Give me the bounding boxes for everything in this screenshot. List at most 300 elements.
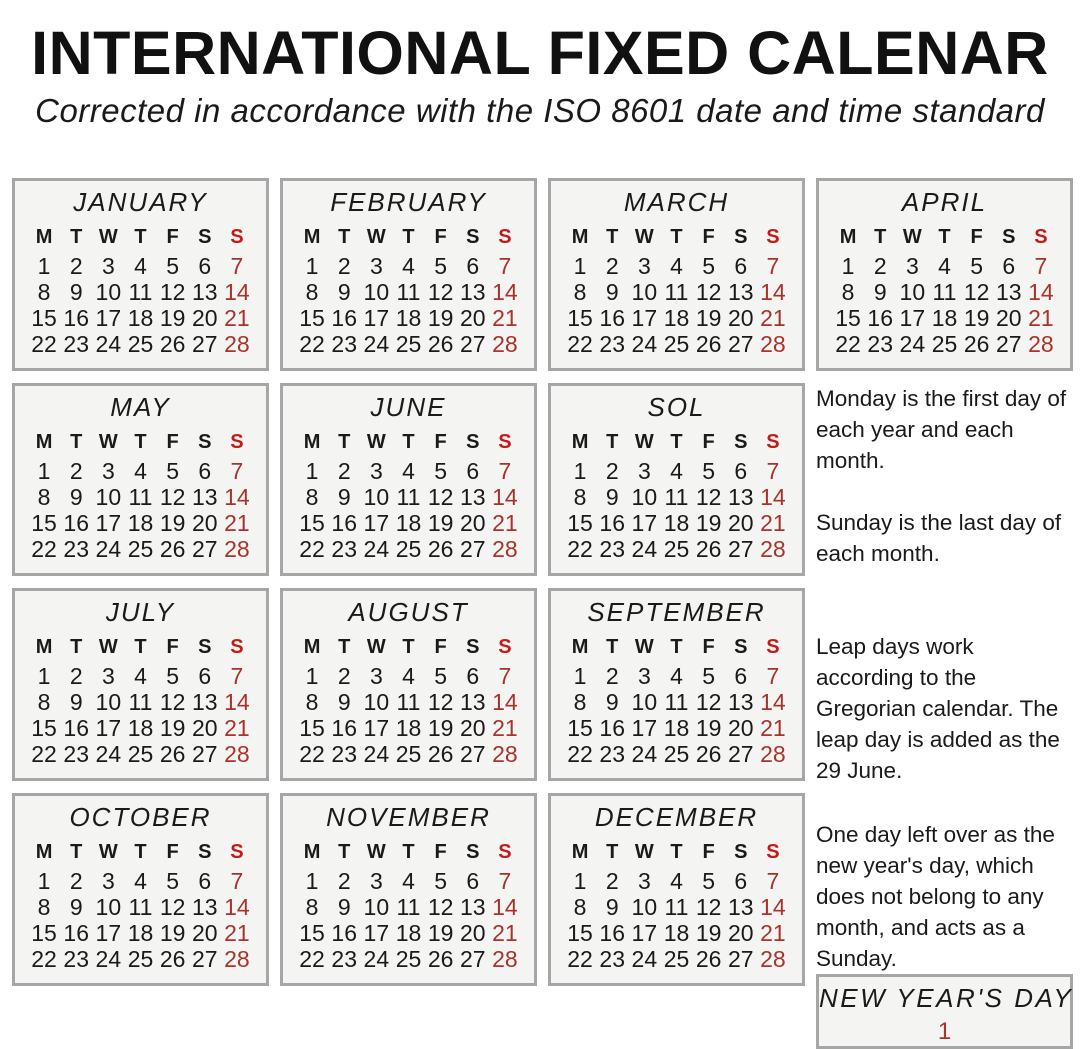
date-cell: 10 bbox=[631, 689, 658, 715]
day-header-cell: F bbox=[166, 226, 179, 248]
date-cell: 27 bbox=[191, 331, 218, 357]
date-cell: 3 bbox=[101, 868, 115, 894]
date-cell: 9 bbox=[337, 689, 351, 715]
date-cell: 9 bbox=[605, 484, 619, 510]
date-cell: 17 bbox=[631, 920, 658, 946]
date-cell: 28 bbox=[760, 536, 786, 562]
date-cell: 27 bbox=[727, 741, 754, 767]
date-cell: 11 bbox=[396, 484, 421, 510]
date-cell: 6 bbox=[734, 458, 748, 484]
day-header-cell: T bbox=[670, 636, 683, 658]
day-header-cell: T bbox=[606, 431, 619, 453]
date-cell: 28 bbox=[492, 946, 518, 972]
date-cell: 8 bbox=[37, 689, 51, 715]
date-cell: 22 bbox=[31, 536, 57, 562]
date-cell: 24 bbox=[95, 536, 122, 562]
date-cell: 8 bbox=[573, 279, 587, 305]
day-header-cell: F bbox=[434, 841, 447, 863]
day-header-cell: T bbox=[670, 226, 683, 248]
month-title: DECEMBER bbox=[594, 802, 759, 832]
date-cell: 9 bbox=[69, 279, 83, 305]
date-cell: 3 bbox=[637, 868, 651, 894]
date-cell: 5 bbox=[970, 253, 984, 279]
day-header-cell: T bbox=[606, 636, 619, 658]
date-cell: 2 bbox=[873, 253, 887, 279]
date-cell: 5 bbox=[702, 253, 716, 279]
day-header-cell: S bbox=[198, 226, 212, 248]
date-cell: 14 bbox=[224, 484, 250, 510]
date-cell: 19 bbox=[695, 920, 722, 946]
dates-grid bbox=[296, 253, 521, 357]
day-header-row bbox=[564, 840, 789, 864]
date-cell: 11 bbox=[396, 894, 421, 920]
day-header-row bbox=[28, 840, 253, 864]
date-cell: 4 bbox=[670, 458, 683, 484]
dates-grid bbox=[832, 253, 1057, 357]
date-cell: 19 bbox=[159, 305, 186, 331]
month-title: JANUARY bbox=[73, 187, 208, 217]
date-cell: 10 bbox=[363, 689, 390, 715]
date-cell: 4 bbox=[402, 868, 415, 894]
date-cell: 1 bbox=[573, 253, 587, 279]
date-cell: 16 bbox=[331, 715, 357, 741]
date-cell: 1 bbox=[37, 458, 51, 484]
date-cell: 8 bbox=[841, 279, 855, 305]
date-cell: 25 bbox=[395, 536, 422, 562]
day-header-cell: T bbox=[402, 226, 415, 248]
date-cell: 4 bbox=[670, 253, 683, 279]
date-cell: 21 bbox=[492, 715, 518, 741]
day-header-sunday: S bbox=[498, 636, 512, 658]
date-cell: 15 bbox=[567, 920, 593, 946]
date-cell: 17 bbox=[95, 920, 122, 946]
date-cell: 27 bbox=[459, 536, 486, 562]
date-cell: 16 bbox=[63, 510, 89, 536]
date-cell: 11 bbox=[128, 279, 153, 305]
day-header-cell: T bbox=[134, 431, 147, 453]
month-october bbox=[12, 793, 269, 986]
month-title: NOVEMBER bbox=[326, 802, 491, 832]
date-cell: 11 bbox=[128, 689, 153, 715]
date-cell: 16 bbox=[63, 920, 89, 946]
day-header-cell: T bbox=[338, 636, 351, 658]
day-header-cell: T bbox=[338, 841, 351, 863]
date-cell: 20 bbox=[727, 305, 754, 331]
date-cell: 25 bbox=[395, 331, 422, 357]
date-cell: 10 bbox=[631, 279, 658, 305]
note-day-left-over: One day left over as the new year's day, which does not belong to any month, and acts as a Sunday. bbox=[816, 822, 1055, 971]
day-header-cell: M bbox=[571, 431, 589, 453]
day-header-cell: T bbox=[338, 226, 351, 248]
date-cell: 5 bbox=[434, 253, 448, 279]
month-title: MARCH bbox=[623, 187, 730, 217]
day-header-cell: M bbox=[303, 431, 321, 453]
day-header-row bbox=[564, 635, 789, 659]
month-title: JUNE bbox=[370, 392, 447, 422]
dates-grid bbox=[564, 868, 789, 972]
date-cell: 21 bbox=[492, 920, 518, 946]
date-cell: 28 bbox=[760, 741, 786, 767]
date-cell: 10 bbox=[95, 484, 122, 510]
date-cell: 7 bbox=[230, 663, 244, 689]
date-cell: 24 bbox=[363, 331, 390, 357]
date-cell: 15 bbox=[299, 510, 325, 536]
date-cell: 25 bbox=[931, 331, 958, 357]
note-monday-first-day: Monday is the first day of each year and each month. bbox=[816, 386, 1067, 473]
date-cell: 27 bbox=[191, 946, 218, 972]
date-cell: 27 bbox=[727, 946, 754, 972]
date-cell: 28 bbox=[760, 331, 786, 357]
date-cell: 22 bbox=[567, 536, 593, 562]
date-cell: 23 bbox=[599, 536, 625, 562]
date-cell: 28 bbox=[492, 331, 518, 357]
month-march bbox=[548, 178, 805, 371]
day-header-row bbox=[28, 430, 253, 454]
date-cell: 8 bbox=[37, 484, 51, 510]
date-cell: 12 bbox=[695, 484, 722, 510]
date-cell: 1 bbox=[37, 868, 51, 894]
month-june bbox=[280, 383, 537, 576]
day-header-cell: S bbox=[734, 226, 748, 248]
day-header-cell: T bbox=[938, 226, 951, 248]
date-cell: 21 bbox=[760, 510, 786, 536]
day-header-cell: S bbox=[198, 636, 212, 658]
date-cell: 10 bbox=[95, 279, 122, 305]
date-cell: 6 bbox=[466, 458, 480, 484]
day-header-cell: M bbox=[35, 226, 53, 248]
day-header-sunday: S bbox=[498, 226, 512, 248]
date-cell: 19 bbox=[427, 305, 454, 331]
date-cell: 26 bbox=[427, 741, 454, 767]
date-cell: 7 bbox=[1034, 253, 1048, 279]
date-cell: 13 bbox=[727, 484, 754, 510]
date-cell: 20 bbox=[191, 920, 218, 946]
date-cell: 25 bbox=[395, 946, 422, 972]
date-cell: 10 bbox=[95, 894, 122, 920]
date-cell: 13 bbox=[459, 484, 486, 510]
month-december bbox=[548, 793, 805, 986]
date-cell: 18 bbox=[127, 510, 154, 536]
new-years-day-box bbox=[816, 974, 1073, 1049]
date-cell: 13 bbox=[459, 894, 486, 920]
day-header-row bbox=[564, 225, 789, 249]
date-cell: 5 bbox=[166, 458, 180, 484]
day-header-row bbox=[296, 635, 521, 659]
date-cell: 22 bbox=[567, 331, 593, 357]
date-cell: 12 bbox=[963, 279, 990, 305]
date-cell: 25 bbox=[127, 946, 154, 972]
date-cell: 3 bbox=[101, 458, 115, 484]
date-cell: 8 bbox=[305, 689, 319, 715]
date-cell: 17 bbox=[899, 305, 926, 331]
date-cell: 21 bbox=[760, 920, 786, 946]
date-cell: 21 bbox=[492, 510, 518, 536]
date-cell: 18 bbox=[395, 305, 422, 331]
date-cell: 12 bbox=[427, 894, 454, 920]
date-cell: 16 bbox=[63, 305, 89, 331]
date-cell: 19 bbox=[159, 715, 186, 741]
page-subtitle: Corrected in accordance with the ISO 8601 date and time standard bbox=[35, 92, 1045, 129]
date-cell: 25 bbox=[127, 331, 154, 357]
date-cell: 18 bbox=[395, 715, 422, 741]
day-header-cell: T bbox=[606, 226, 619, 248]
date-cell: 2 bbox=[337, 868, 351, 894]
date-cell: 5 bbox=[166, 663, 180, 689]
date-cell: 2 bbox=[605, 663, 619, 689]
day-header-cell: W bbox=[634, 431, 654, 453]
side-column bbox=[816, 383, 1074, 1045]
date-cell: 22 bbox=[299, 741, 325, 767]
date-cell: 20 bbox=[459, 305, 486, 331]
date-cell: 12 bbox=[695, 689, 722, 715]
date-cell: 17 bbox=[363, 305, 390, 331]
date-cell: 8 bbox=[37, 279, 51, 305]
date-cell: 2 bbox=[69, 868, 83, 894]
date-cell: 18 bbox=[127, 920, 154, 946]
date-cell: 17 bbox=[631, 715, 658, 741]
date-cell: 2 bbox=[605, 868, 619, 894]
date-cell: 14 bbox=[760, 689, 786, 715]
date-cell: 7 bbox=[498, 458, 512, 484]
date-cell: 6 bbox=[466, 663, 480, 689]
date-cell: 23 bbox=[63, 946, 89, 972]
date-cell: 7 bbox=[498, 868, 512, 894]
date-cell: 28 bbox=[224, 741, 250, 767]
day-header-cell: F bbox=[702, 431, 715, 453]
date-cell: 5 bbox=[702, 458, 716, 484]
month-title: FEBRUARY bbox=[330, 187, 487, 217]
date-cell: 12 bbox=[695, 894, 722, 920]
date-cell: 10 bbox=[363, 484, 390, 510]
day-header-cell: T bbox=[134, 226, 147, 248]
date-cell: 19 bbox=[159, 510, 186, 536]
month-title: JULY bbox=[105, 597, 176, 627]
date-cell: 4 bbox=[134, 458, 147, 484]
date-cell: 8 bbox=[573, 689, 587, 715]
date-cell: 13 bbox=[459, 279, 486, 305]
day-header-sunday: S bbox=[230, 226, 244, 248]
date-cell: 14 bbox=[1028, 279, 1054, 305]
day-header-sunday: S bbox=[230, 431, 244, 453]
date-cell: 21 bbox=[1028, 305, 1054, 331]
day-header-cell: M bbox=[571, 841, 589, 863]
date-cell: 24 bbox=[95, 331, 122, 357]
date-cell: 17 bbox=[631, 305, 658, 331]
date-cell: 17 bbox=[363, 715, 390, 741]
date-cell: 2 bbox=[337, 458, 351, 484]
date-cell: 16 bbox=[599, 920, 625, 946]
day-header-cell: T bbox=[70, 636, 83, 658]
day-header-cell: M bbox=[303, 636, 321, 658]
day-header-cell: W bbox=[98, 636, 118, 658]
month-september bbox=[548, 588, 805, 781]
date-cell: 28 bbox=[1028, 331, 1054, 357]
date-cell: 10 bbox=[631, 894, 658, 920]
date-cell: 22 bbox=[299, 331, 325, 357]
month-sol bbox=[548, 383, 805, 576]
date-cell: 22 bbox=[31, 331, 57, 357]
date-cell: 12 bbox=[159, 689, 186, 715]
date-cell: 21 bbox=[224, 715, 250, 741]
date-cell: 18 bbox=[663, 920, 690, 946]
date-cell: 28 bbox=[760, 946, 786, 972]
date-cell: 26 bbox=[427, 331, 454, 357]
date-cell: 7 bbox=[498, 663, 512, 689]
date-cell: 27 bbox=[191, 741, 218, 767]
day-header-cell: S bbox=[734, 841, 748, 863]
date-cell: 5 bbox=[434, 868, 448, 894]
date-cell: 1 bbox=[305, 253, 319, 279]
date-cell: 7 bbox=[766, 663, 780, 689]
date-cell: 4 bbox=[402, 253, 415, 279]
date-cell: 3 bbox=[637, 253, 651, 279]
date-cell: 24 bbox=[899, 331, 926, 357]
day-header-cell: T bbox=[70, 841, 83, 863]
date-cell: 6 bbox=[466, 253, 480, 279]
date-cell: 6 bbox=[466, 868, 480, 894]
month-title: SOL bbox=[647, 392, 706, 422]
date-cell: 9 bbox=[337, 894, 351, 920]
day-header-sunday: S bbox=[766, 841, 780, 863]
date-cell: 23 bbox=[63, 536, 89, 562]
date-cell: 22 bbox=[31, 741, 57, 767]
day-header-sunday: S bbox=[230, 841, 244, 863]
day-header-cell: F bbox=[970, 226, 983, 248]
date-cell: 28 bbox=[492, 536, 518, 562]
date-cell: 26 bbox=[695, 331, 722, 357]
date-cell: 2 bbox=[337, 663, 351, 689]
date-cell: 1 bbox=[573, 663, 587, 689]
date-cell: 15 bbox=[567, 510, 593, 536]
date-cell: 11 bbox=[932, 279, 957, 305]
day-header-cell: W bbox=[366, 431, 386, 453]
date-cell: 25 bbox=[127, 741, 154, 767]
date-cell: 26 bbox=[695, 536, 722, 562]
date-cell: 15 bbox=[299, 715, 325, 741]
date-cell: 19 bbox=[695, 510, 722, 536]
dates-grid bbox=[28, 458, 253, 562]
day-header-cell: F bbox=[166, 841, 179, 863]
note-leap-days: Leap days work according to the Gregorian calendar. The leap day is added as the 29 June. bbox=[816, 634, 1060, 783]
date-cell: 8 bbox=[305, 894, 319, 920]
date-cell: 6 bbox=[734, 253, 748, 279]
day-header-sunday: S bbox=[498, 841, 512, 863]
month-july bbox=[12, 588, 269, 781]
date-cell: 14 bbox=[760, 279, 786, 305]
date-cell: 2 bbox=[605, 253, 619, 279]
date-cell: 3 bbox=[637, 663, 651, 689]
note-sunday-last-day: Sunday is the last day of each month. bbox=[816, 510, 1062, 566]
date-cell: 20 bbox=[191, 305, 218, 331]
date-cell: 12 bbox=[427, 279, 454, 305]
date-cell: 19 bbox=[427, 715, 454, 741]
date-cell: 3 bbox=[637, 458, 651, 484]
date-cell: 12 bbox=[159, 894, 186, 920]
date-cell: 23 bbox=[331, 536, 357, 562]
date-cell: 21 bbox=[760, 305, 786, 331]
date-cell: 9 bbox=[605, 894, 619, 920]
date-cell: 15 bbox=[299, 305, 325, 331]
date-cell: 13 bbox=[459, 689, 486, 715]
date-cell: 21 bbox=[492, 305, 518, 331]
date-cell: 13 bbox=[727, 279, 754, 305]
day-header-cell: S bbox=[198, 841, 212, 863]
date-cell: 7 bbox=[766, 253, 780, 279]
calendar-grid bbox=[12, 178, 1074, 1045]
date-cell: 2 bbox=[69, 663, 83, 689]
day-header-cell: W bbox=[98, 226, 118, 248]
date-cell: 1 bbox=[305, 458, 319, 484]
date-cell: 17 bbox=[95, 510, 122, 536]
date-cell: 18 bbox=[127, 305, 154, 331]
day-header-cell: W bbox=[634, 841, 654, 863]
day-header-cell: S bbox=[466, 431, 480, 453]
dates-grid bbox=[296, 868, 521, 972]
date-cell: 5 bbox=[166, 253, 180, 279]
date-cell: 24 bbox=[95, 946, 122, 972]
new-years-day-number: 1 bbox=[937, 1018, 952, 1045]
date-cell: 9 bbox=[69, 894, 83, 920]
day-header-cell: T bbox=[874, 226, 887, 248]
date-cell: 23 bbox=[331, 331, 357, 357]
date-cell: 24 bbox=[631, 946, 658, 972]
day-header-cell: T bbox=[402, 636, 415, 658]
date-cell: 16 bbox=[331, 920, 357, 946]
date-cell: 23 bbox=[63, 331, 89, 357]
date-cell: 3 bbox=[101, 663, 115, 689]
dates-grid bbox=[296, 663, 521, 767]
day-header-cell: S bbox=[1002, 226, 1016, 248]
date-cell: 25 bbox=[395, 741, 422, 767]
date-cell: 6 bbox=[1002, 253, 1016, 279]
day-header-cell: T bbox=[606, 841, 619, 863]
date-cell: 9 bbox=[873, 279, 887, 305]
date-cell: 15 bbox=[835, 305, 861, 331]
date-cell: 18 bbox=[127, 715, 154, 741]
date-cell: 7 bbox=[498, 253, 512, 279]
dates-grid bbox=[28, 868, 253, 972]
date-cell: 25 bbox=[663, 946, 690, 972]
day-header-cell: W bbox=[98, 841, 118, 863]
day-header-cell: M bbox=[303, 226, 321, 248]
day-header-sunday: S bbox=[766, 226, 780, 248]
date-cell: 11 bbox=[664, 279, 689, 305]
month-title: AUGUST bbox=[348, 597, 469, 627]
date-cell: 20 bbox=[727, 715, 754, 741]
date-cell: 9 bbox=[605, 689, 619, 715]
date-cell: 11 bbox=[664, 689, 689, 715]
date-cell: 23 bbox=[331, 946, 357, 972]
day-header-row bbox=[28, 635, 253, 659]
date-cell: 27 bbox=[191, 536, 218, 562]
day-header-cell: F bbox=[702, 841, 715, 863]
dates-grid bbox=[564, 458, 789, 562]
date-cell: 17 bbox=[95, 305, 122, 331]
day-header-cell: S bbox=[734, 636, 748, 658]
date-cell: 27 bbox=[459, 946, 486, 972]
date-cell: 7 bbox=[230, 868, 244, 894]
day-header-cell: T bbox=[338, 431, 351, 453]
date-cell: 26 bbox=[427, 946, 454, 972]
date-cell: 9 bbox=[605, 279, 619, 305]
date-cell: 24 bbox=[631, 331, 658, 357]
date-cell: 17 bbox=[631, 510, 658, 536]
date-cell: 26 bbox=[427, 536, 454, 562]
day-header-cell: W bbox=[366, 841, 386, 863]
date-cell: 3 bbox=[905, 253, 919, 279]
date-cell: 19 bbox=[695, 715, 722, 741]
date-cell: 14 bbox=[224, 894, 250, 920]
